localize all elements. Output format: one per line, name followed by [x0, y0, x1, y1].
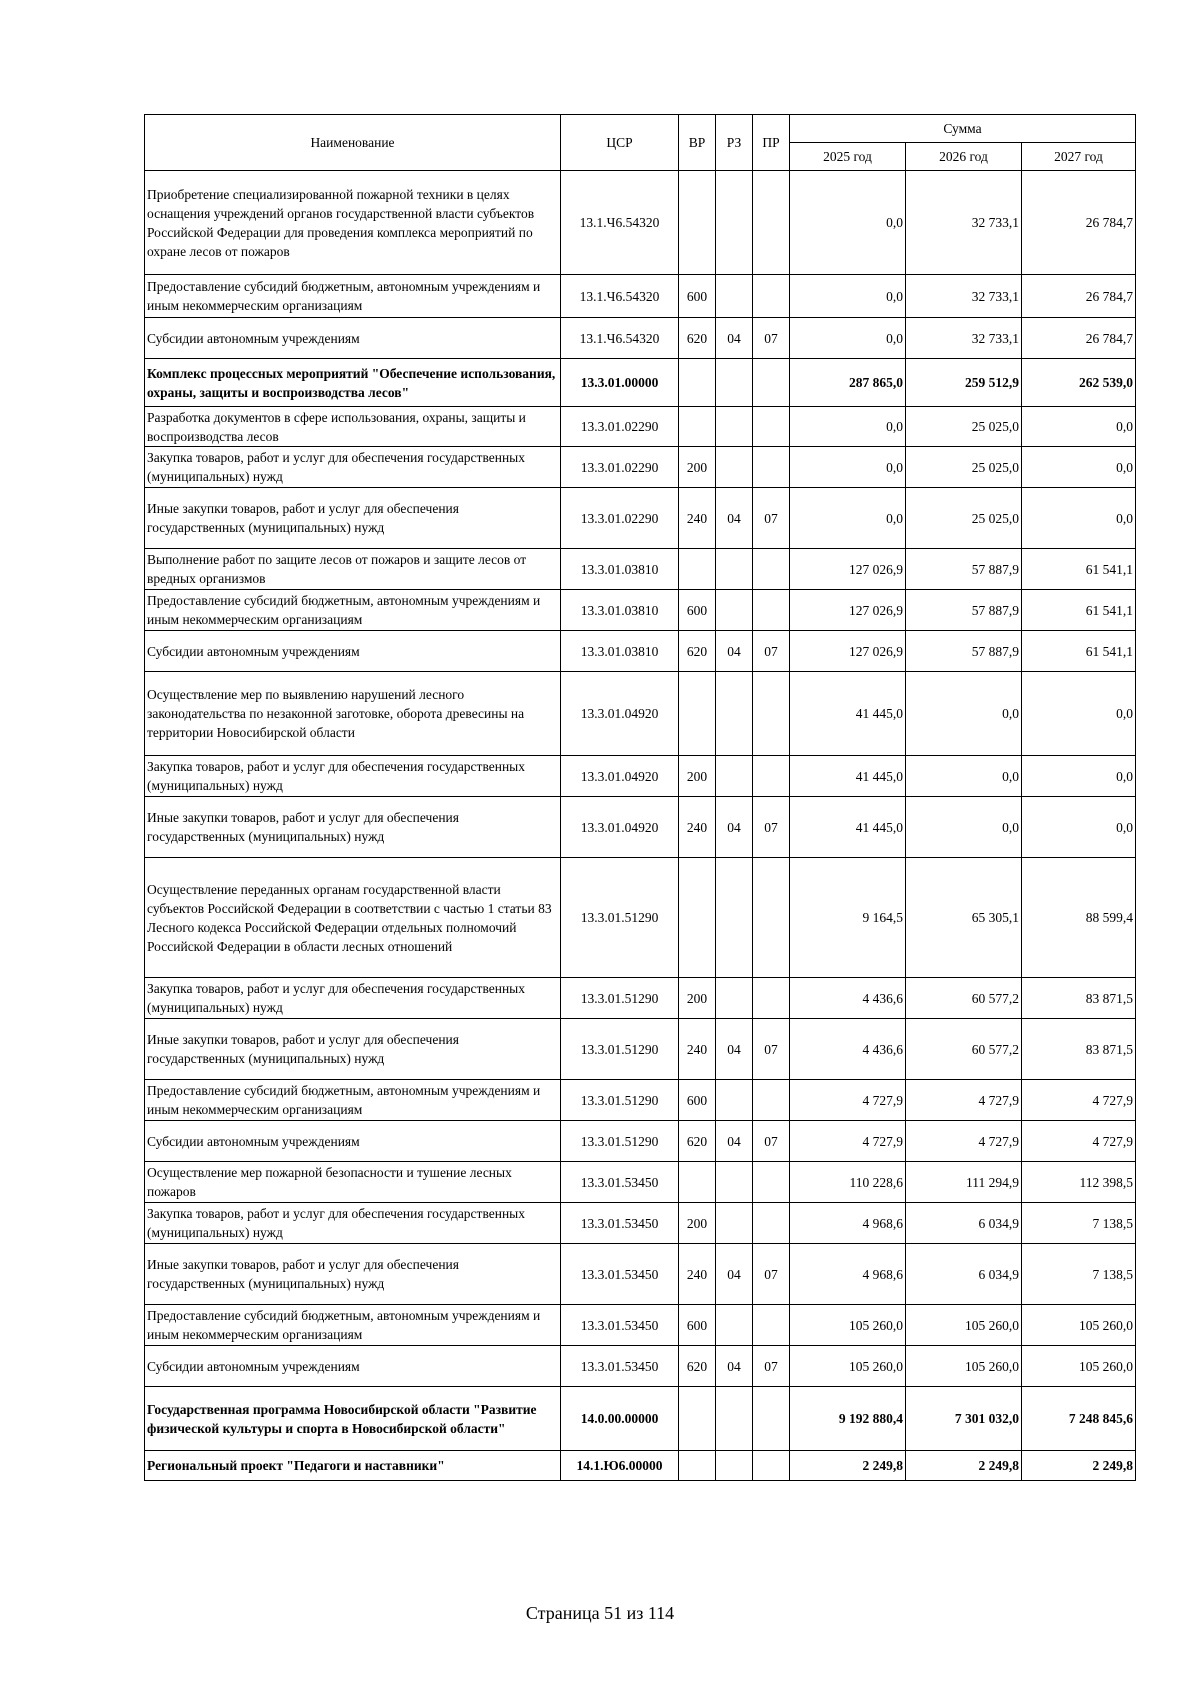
cell-2026: 0,0 [906, 797, 1022, 858]
cell-csr: 13.3.01.51290 [561, 1121, 679, 1162]
cell-2026: 7 301 032,0 [906, 1387, 1022, 1451]
cell-2027: 105 260,0 [1022, 1305, 1136, 1346]
cell-2025: 4 436,6 [790, 1019, 906, 1080]
cell-name: Закупка товаров, работ и услуг для обеспечения государственных (муниципальных) нужд [145, 447, 561, 488]
table-row [145, 318, 1136, 359]
cell-2026: 60 577,2 [906, 978, 1022, 1019]
cell-2025: 4 727,9 [790, 1080, 906, 1121]
table-row [145, 275, 1136, 318]
cell-csr: 13.3.01.00000 [561, 359, 679, 407]
cell-name: Разработка документов в сфере использования, охраны, защиты и воспроизводства лесов [145, 407, 561, 447]
budget-table [144, 114, 1136, 1481]
cell-rz: 04 [716, 1019, 753, 1080]
cell-vr [679, 1387, 716, 1451]
cell-pr [753, 672, 790, 756]
cell-2027: 88 599,4 [1022, 858, 1136, 978]
table-row [145, 1019, 1136, 1080]
cell-2026: 25 025,0 [906, 447, 1022, 488]
cell-name: Закупка товаров, работ и услуг для обеспечения государственных (муниципальных) нужд [145, 1203, 561, 1244]
cell-rz [716, 1080, 753, 1121]
cell-2026: 0,0 [906, 672, 1022, 756]
cell-2025: 127 026,9 [790, 549, 906, 590]
cell-2025: 127 026,9 [790, 631, 906, 672]
cell-pr: 07 [753, 1244, 790, 1305]
cell-pr: 07 [753, 1019, 790, 1080]
page-number: Страница 51 из 114 [525, 1603, 675, 1623]
cell-vr: 620 [679, 1121, 716, 1162]
cell-vr [679, 1162, 716, 1203]
cell-name: Иные закупки товаров, работ и услуг для обеспечения государственных (муниципальных) нужд [145, 797, 561, 858]
cell-rz [716, 756, 753, 797]
cell-pr [753, 1162, 790, 1203]
table-row [145, 1162, 1136, 1203]
cell-2025: 9 164,5 [790, 858, 906, 978]
cell-pr [753, 549, 790, 590]
cell-2025: 41 445,0 [790, 756, 906, 797]
cell-2027: 83 871,5 [1022, 978, 1136, 1019]
cell-name: Осуществление мер по выявлению нарушений лесного законодательства по незаконной заготовке, оборота древесины на территории Новосибирской области [145, 672, 561, 756]
cell-2025: 0,0 [790, 318, 906, 359]
cell-csr: 13.3.01.03810 [561, 631, 679, 672]
table-row [145, 1244, 1136, 1305]
cell-2026: 25 025,0 [906, 488, 1022, 549]
cell-rz [716, 359, 753, 407]
cell-2025: 0,0 [790, 275, 906, 318]
table-row [145, 978, 1136, 1019]
cell-csr: 13.3.01.02290 [561, 407, 679, 447]
table-row [145, 1451, 1136, 1481]
table-row [145, 1387, 1136, 1451]
cell-csr: 13.3.01.02290 [561, 447, 679, 488]
table-row [145, 549, 1136, 590]
cell-csr: 13.1.Ч6.54320 [561, 275, 679, 318]
cell-vr: 200 [679, 447, 716, 488]
header-pr: ПР [753, 115, 790, 171]
cell-name: Предоставление субсидий бюджетным, автономным учреждениям и иным некоммерческим организациям [145, 1080, 561, 1121]
cell-vr [679, 171, 716, 275]
cell-pr [753, 590, 790, 631]
header-sum: Сумма [790, 115, 1136, 143]
cell-2026: 65 305,1 [906, 858, 1022, 978]
table-row [145, 1346, 1136, 1387]
cell-vr: 240 [679, 1244, 716, 1305]
cell-2025: 41 445,0 [790, 672, 906, 756]
cell-name: Государственная программа Новосибирской области "Развитие физической культуры и спорта в Новосибирской области" [145, 1387, 561, 1451]
cell-2026: 259 512,9 [906, 359, 1022, 407]
cell-2026: 111 294,9 [906, 1162, 1022, 1203]
cell-2026: 32 733,1 [906, 171, 1022, 275]
cell-2027: 0,0 [1022, 756, 1136, 797]
cell-name: Осуществление мер пожарной безопасности и тушение лесных пожаров [145, 1162, 561, 1203]
cell-csr: 13.3.01.53450 [561, 1244, 679, 1305]
cell-csr: 13.1.Ч6.54320 [561, 171, 679, 275]
cell-name: Иные закупки товаров, работ и услуг для обеспечения государственных (муниципальных) нужд [145, 1244, 561, 1305]
table-row [145, 590, 1136, 631]
cell-rz [716, 858, 753, 978]
cell-rz: 04 [716, 1244, 753, 1305]
cell-2025: 9 192 880,4 [790, 1387, 906, 1451]
cell-csr: 13.3.01.53450 [561, 1162, 679, 1203]
cell-csr: 14.0.00.00000 [561, 1387, 679, 1451]
cell-2027: 0,0 [1022, 407, 1136, 447]
cell-vr: 200 [679, 1203, 716, 1244]
cell-2026: 32 733,1 [906, 318, 1022, 359]
cell-name: Осуществление переданных органам государственной власти субъектов Российской Федерации в соответствии с частью 1 статьи 83 Лесного кодекса Российской Федерации отдельных полномочий Российской Федерации в области лесных отношений [145, 858, 561, 978]
cell-name: Предоставление субсидий бюджетным, автономным учреждениям и иным некоммерческим организациям [145, 1305, 561, 1346]
cell-rz [716, 1203, 753, 1244]
cell-rz [716, 275, 753, 318]
cell-2027: 0,0 [1022, 672, 1136, 756]
cell-csr: 13.3.01.51290 [561, 858, 679, 978]
header-year-2025: 2025 год [790, 143, 906, 171]
table-row [145, 1203, 1136, 1244]
cell-2027: 7 248 845,6 [1022, 1387, 1136, 1451]
cell-pr: 07 [753, 488, 790, 549]
cell-csr: 14.1.Ю6.00000 [561, 1451, 679, 1481]
cell-pr [753, 1305, 790, 1346]
cell-pr [753, 275, 790, 318]
cell-vr: 200 [679, 978, 716, 1019]
cell-2027: 7 138,5 [1022, 1244, 1136, 1305]
cell-2027: 262 539,0 [1022, 359, 1136, 407]
table-row [145, 797, 1136, 858]
cell-csr: 13.3.01.51290 [561, 978, 679, 1019]
cell-vr: 620 [679, 1346, 716, 1387]
cell-rz [716, 672, 753, 756]
cell-rz: 04 [716, 488, 753, 549]
cell-2027: 26 784,7 [1022, 275, 1136, 318]
table-row [145, 407, 1136, 447]
cell-csr: 13.3.01.51290 [561, 1019, 679, 1080]
cell-csr: 13.1.Ч6.54320 [561, 318, 679, 359]
cell-name: Региональный проект "Педагоги и наставники" [145, 1451, 561, 1481]
table-row [145, 1305, 1136, 1346]
cell-rz: 04 [716, 1346, 753, 1387]
cell-2026: 32 733,1 [906, 275, 1022, 318]
cell-2025: 4 436,6 [790, 978, 906, 1019]
header-vr: ВР [679, 115, 716, 171]
cell-name: Закупка товаров, работ и услуг для обеспечения государственных (муниципальных) нужд [145, 978, 561, 1019]
cell-csr: 13.3.01.51290 [561, 1080, 679, 1121]
cell-pr: 07 [753, 1346, 790, 1387]
cell-2026: 105 260,0 [906, 1346, 1022, 1387]
cell-name: Выполнение работ по защите лесов от пожаров и защите лесов от вредных организмов [145, 549, 561, 590]
cell-rz: 04 [716, 318, 753, 359]
cell-pr [753, 1080, 790, 1121]
cell-pr [753, 1203, 790, 1244]
cell-vr: 240 [679, 1019, 716, 1080]
cell-2027: 61 541,1 [1022, 631, 1136, 672]
cell-pr [753, 171, 790, 275]
header-rz: РЗ [716, 115, 753, 171]
cell-csr: 13.3.01.53450 [561, 1305, 679, 1346]
cell-csr: 13.3.01.04920 [561, 797, 679, 858]
cell-name: Субсидии автономным учреждениям [145, 318, 561, 359]
cell-rz [716, 978, 753, 1019]
cell-vr: 240 [679, 488, 716, 549]
cell-2025: 0,0 [790, 447, 906, 488]
cell-csr: 13.3.01.02290 [561, 488, 679, 549]
cell-pr [753, 1387, 790, 1451]
cell-pr: 07 [753, 631, 790, 672]
cell-csr: 13.3.01.03810 [561, 590, 679, 631]
cell-2026: 57 887,9 [906, 631, 1022, 672]
cell-2027: 0,0 [1022, 488, 1136, 549]
cell-2025: 105 260,0 [790, 1305, 906, 1346]
cell-csr: 13.3.01.04920 [561, 756, 679, 797]
cell-vr: 620 [679, 318, 716, 359]
table-row [145, 1080, 1136, 1121]
table-row [145, 359, 1136, 407]
cell-2026: 6 034,9 [906, 1244, 1022, 1305]
cell-name: Предоставление субсидий бюджетным, автономным учреждениям и иным некоммерческим организациям [145, 590, 561, 631]
cell-name: Иные закупки товаров, работ и услуг для обеспечения государственных (муниципальных) нужд [145, 488, 561, 549]
cell-vr: 620 [679, 631, 716, 672]
table-row [145, 171, 1136, 275]
cell-2027: 4 727,9 [1022, 1121, 1136, 1162]
cell-2026: 105 260,0 [906, 1305, 1022, 1346]
cell-vr: 600 [679, 1080, 716, 1121]
cell-rz: 04 [716, 1121, 753, 1162]
cell-name: Предоставление субсидий бюджетным, автономным учреждениям и иным некоммерческим организациям [145, 275, 561, 318]
header-name: Наименование [145, 115, 561, 171]
table-header [145, 115, 1136, 171]
cell-vr: 240 [679, 797, 716, 858]
cell-rz [716, 171, 753, 275]
cell-2025: 287 865,0 [790, 359, 906, 407]
cell-pr [753, 447, 790, 488]
cell-2025: 105 260,0 [790, 1346, 906, 1387]
cell-2027: 61 541,1 [1022, 590, 1136, 631]
cell-pr [753, 407, 790, 447]
cell-vr: 600 [679, 590, 716, 631]
table-row [145, 858, 1136, 978]
cell-2025: 41 445,0 [790, 797, 906, 858]
cell-2027: 4 727,9 [1022, 1080, 1136, 1121]
cell-2027: 112 398,5 [1022, 1162, 1136, 1203]
cell-2026: 4 727,9 [906, 1080, 1022, 1121]
cell-pr [753, 756, 790, 797]
cell-name: Иные закупки товаров, работ и услуг для обеспечения государственных (муниципальных) нужд [145, 1019, 561, 1080]
cell-csr: 13.3.01.03810 [561, 549, 679, 590]
cell-2026: 2 249,8 [906, 1451, 1022, 1481]
cell-name: Субсидии автономным учреждениям [145, 1121, 561, 1162]
cell-vr [679, 858, 716, 978]
cell-csr: 13.3.01.53450 [561, 1203, 679, 1244]
cell-name: Закупка товаров, работ и услуг для обеспечения государственных (муниципальных) нужд [145, 756, 561, 797]
cell-2027: 0,0 [1022, 797, 1136, 858]
cell-pr: 07 [753, 797, 790, 858]
cell-2025: 110 228,6 [790, 1162, 906, 1203]
cell-2026: 4 727,9 [906, 1121, 1022, 1162]
cell-name: Субсидии автономным учреждениям [145, 631, 561, 672]
table-body [145, 171, 1136, 1481]
table-row [145, 631, 1136, 672]
cell-2025: 4 968,6 [790, 1203, 906, 1244]
cell-pr [753, 858, 790, 978]
table-row [145, 447, 1136, 488]
cell-2025: 0,0 [790, 407, 906, 447]
cell-2026: 57 887,9 [906, 590, 1022, 631]
cell-2027: 105 260,0 [1022, 1346, 1136, 1387]
cell-vr [679, 359, 716, 407]
cell-rz [716, 1451, 753, 1481]
cell-vr [679, 672, 716, 756]
cell-name: Комплекс процессных мероприятий "Обеспечение использования, охраны, защиты и воспроизводства лесов" [145, 359, 561, 407]
cell-2026: 57 887,9 [906, 549, 1022, 590]
cell-2025: 0,0 [790, 488, 906, 549]
cell-csr: 13.3.01.04920 [561, 672, 679, 756]
cell-pr: 07 [753, 1121, 790, 1162]
cell-vr [679, 1451, 716, 1481]
cell-vr [679, 549, 716, 590]
cell-2027: 0,0 [1022, 447, 1136, 488]
cell-2026: 25 025,0 [906, 407, 1022, 447]
cell-rz [716, 1162, 753, 1203]
cell-rz [716, 1305, 753, 1346]
cell-pr [753, 1451, 790, 1481]
cell-2025: 4 968,6 [790, 1244, 906, 1305]
cell-2025: 2 249,8 [790, 1451, 906, 1481]
cell-2026: 60 577,2 [906, 1019, 1022, 1080]
cell-rz [716, 549, 753, 590]
cell-rz: 04 [716, 631, 753, 672]
cell-2026: 6 034,9 [906, 1203, 1022, 1244]
cell-2027: 2 249,8 [1022, 1451, 1136, 1481]
header-year-2027: 2027 год [1022, 143, 1136, 171]
cell-rz [716, 447, 753, 488]
cell-vr: 200 [679, 756, 716, 797]
cell-name: Субсидии автономным учреждениям [145, 1346, 561, 1387]
cell-rz: 04 [716, 797, 753, 858]
cell-2027: 83 871,5 [1022, 1019, 1136, 1080]
cell-vr [679, 407, 716, 447]
cell-2025: 127 026,9 [790, 590, 906, 631]
cell-2025: 4 727,9 [790, 1121, 906, 1162]
cell-pr [753, 978, 790, 1019]
cell-vr: 600 [679, 1305, 716, 1346]
cell-name: Приобретение специализированной пожарной техники в целях оснащения учреждений органов государственной власти субъектов Российской Федерации для проведения комплекса мероприятий по охране лесов от пожаров [145, 171, 561, 275]
header-year-2026: 2026 год [906, 143, 1022, 171]
table-row [145, 488, 1136, 549]
cell-2027: 7 138,5 [1022, 1203, 1136, 1244]
cell-rz [716, 590, 753, 631]
cell-rz [716, 1387, 753, 1451]
cell-rz [716, 407, 753, 447]
cell-pr: 07 [753, 318, 790, 359]
table-row [145, 756, 1136, 797]
cell-csr: 13.3.01.53450 [561, 1346, 679, 1387]
cell-pr [753, 359, 790, 407]
table-row [145, 1121, 1136, 1162]
cell-vr: 600 [679, 275, 716, 318]
table-row [145, 672, 1136, 756]
cell-2027: 26 784,7 [1022, 318, 1136, 359]
cell-2025: 0,0 [790, 171, 906, 275]
header-csr: ЦСР [561, 115, 679, 171]
cell-2026: 0,0 [906, 756, 1022, 797]
cell-2027: 61 541,1 [1022, 549, 1136, 590]
cell-2027: 26 784,7 [1022, 171, 1136, 275]
